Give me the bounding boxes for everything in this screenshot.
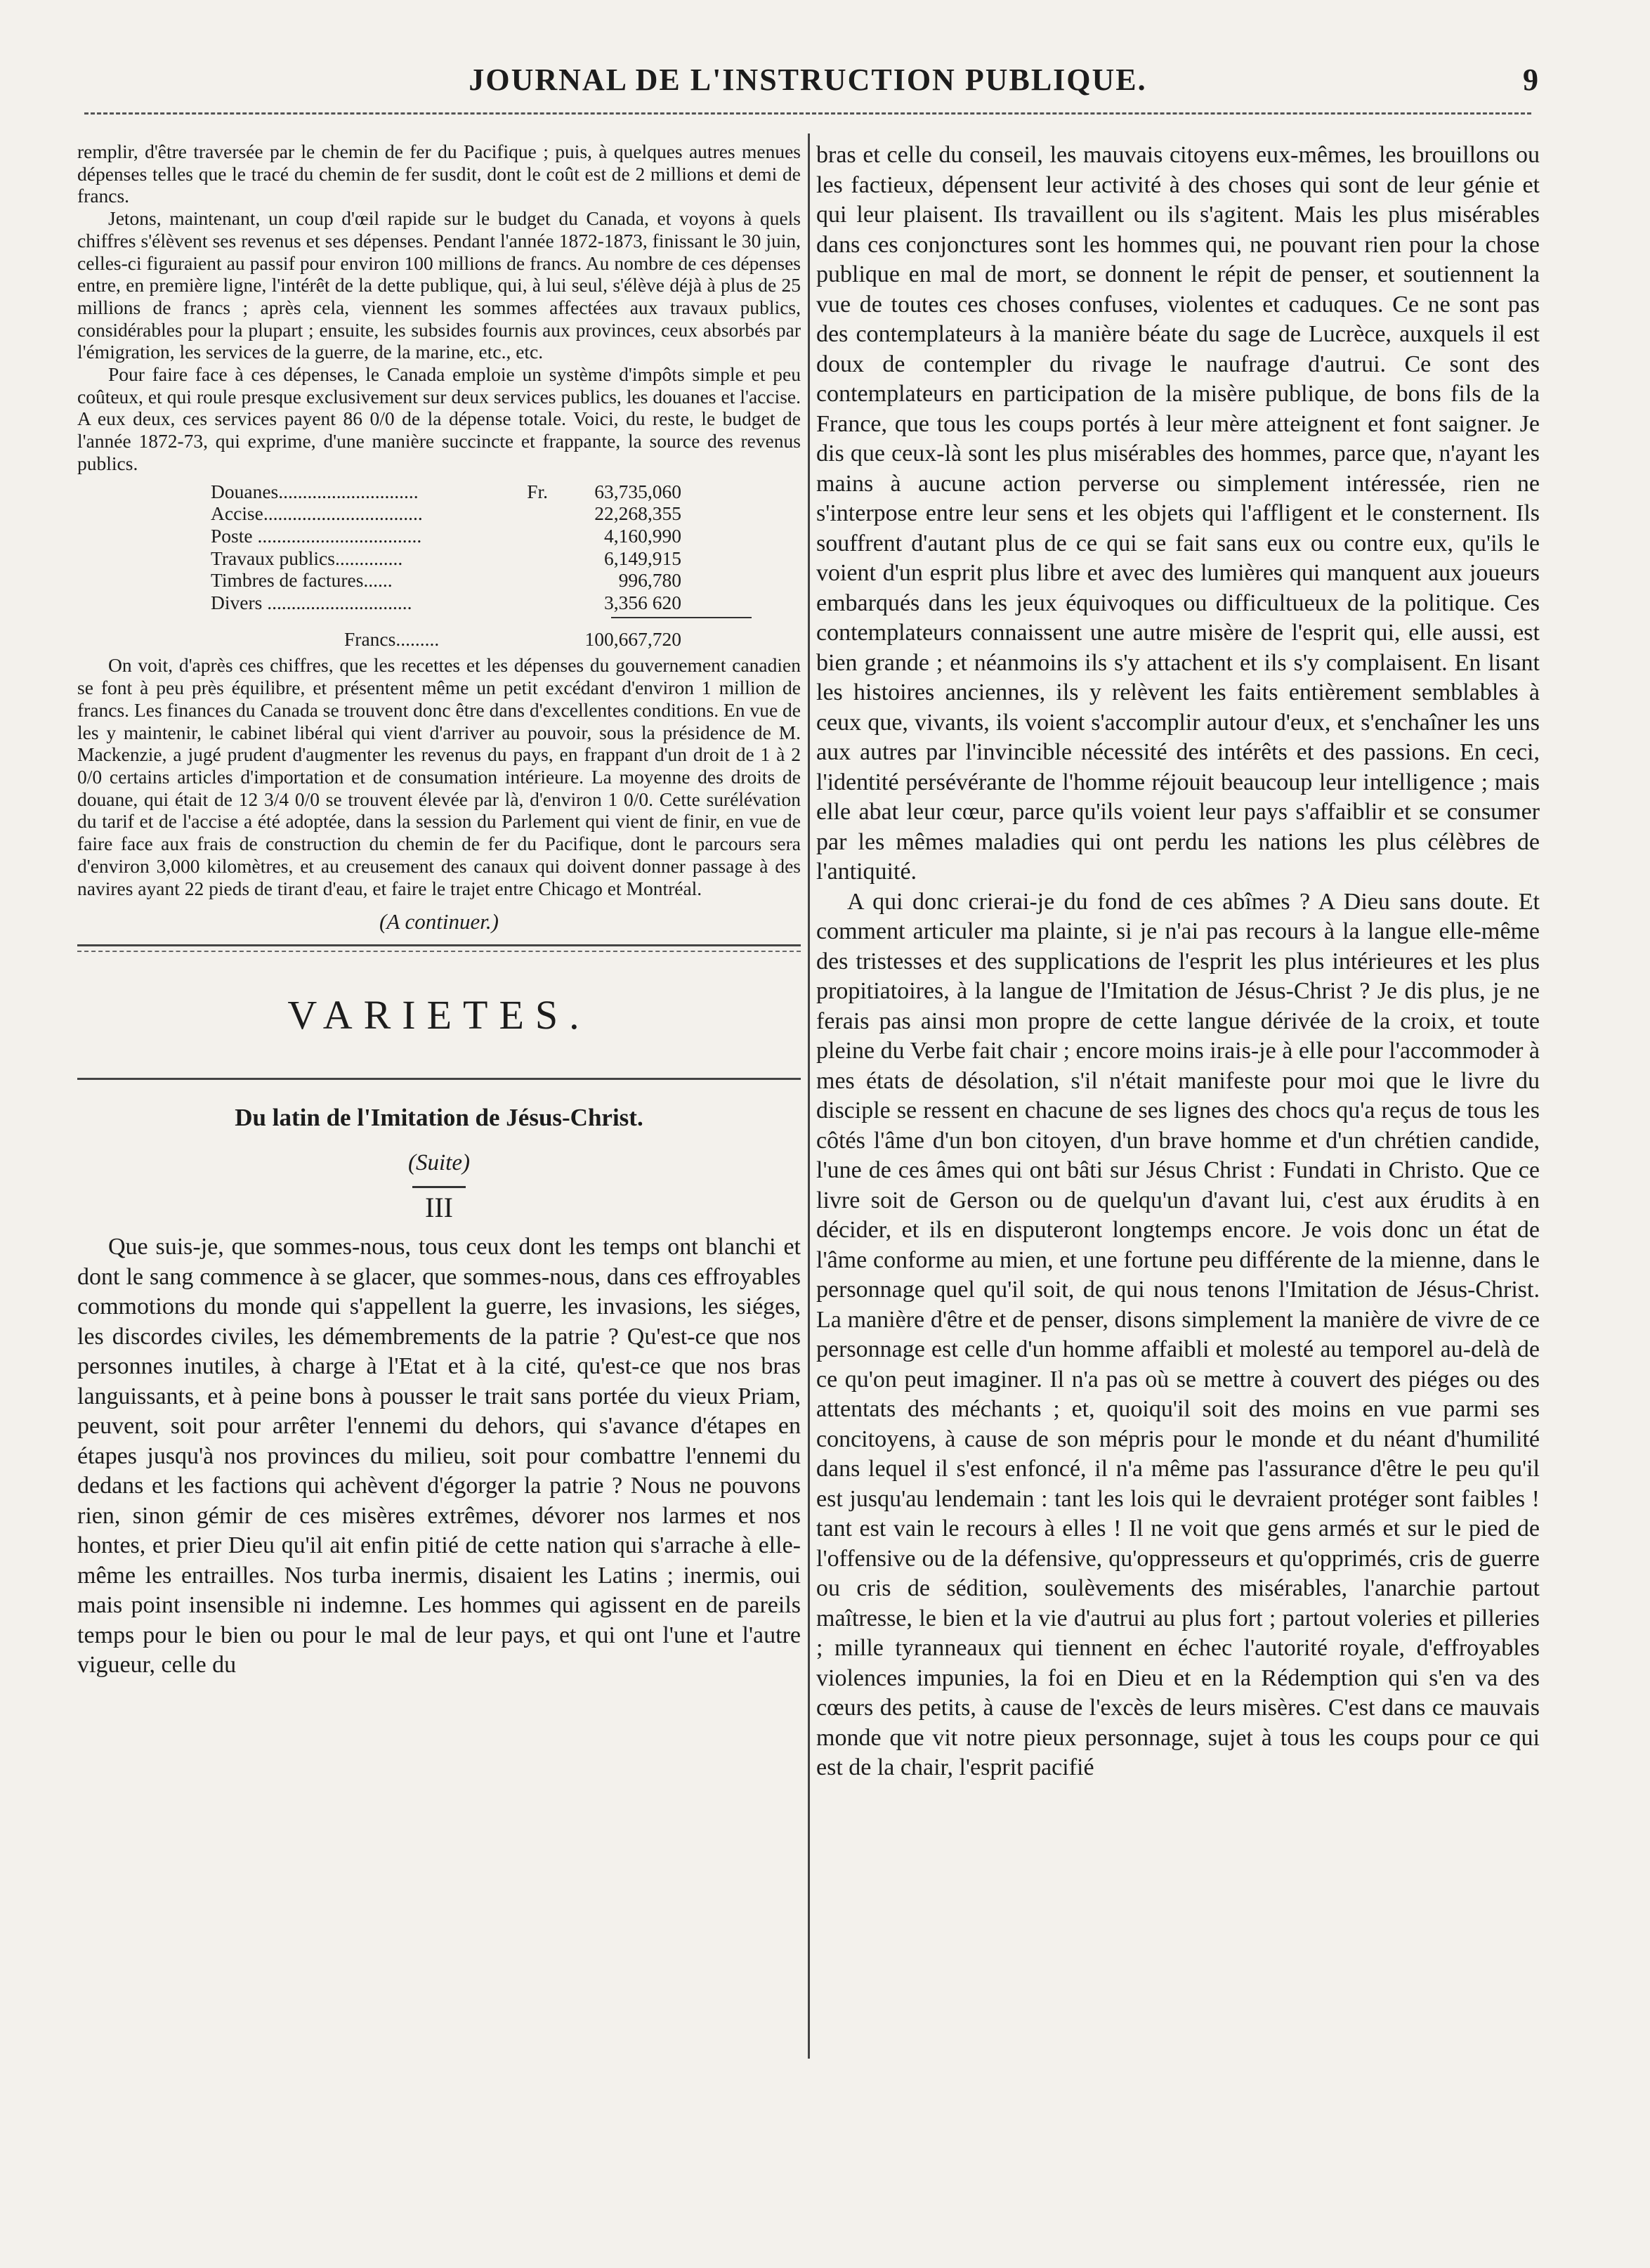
section-rule <box>77 944 801 946</box>
budget-row <box>77 481 801 503</box>
paragraph: Que suis-je, que sommes-nous, tous ceux dont les temps ont blanchi et dont le sang commence à se glacer, que sommes-nous, dans ces effroyables commotions du monde qui s'appellent la guerre, les invasions, les siéges, les discordes civiles, les démembrements de la patrie ? Qu'est-ce que nos personnes inutiles, à charge à l'Etat et à la cité, qu'est-ce que nos bras languissants, et à peine bons à pousser le trait sans portée du vieux Priam, peuvent, soit pour arrêter l'ennemi du dehors, qui s'avance d'étapes en étapes jusqu'à nos provinces du milieu, soit pour combattre l'ennemi du dedans et les factions qui achèvent d'égorger la patrie ? Nous ne pouvons rien, sinon gémir de ces misères extrêmes, dévorer nos larmes et nos hontes, et prier Dieu qu'il ait enfin pitié de cette nation qui s'arrache à elle-même les entrailles. Nos turba inermis, disaient les Latins ; inermis, oui mais point insensible ni indemne. Les hommes qui agissent en de pareils temps pour le bien ou pour le mal de leur pays, et qui ont l'une et l'autre vigueur, celle du <box>77 1234 801 1679</box>
sum-rule <box>611 617 752 618</box>
page-header <box>77 55 1538 104</box>
left-column <box>77 141 801 1681</box>
budget-label: Timbres de factures...... <box>211 569 393 592</box>
journal-title: JOURNAL DE L'INSTRUCTION PUBLIQUE. <box>469 63 1147 97</box>
budget-article <box>77 141 801 899</box>
budget-total-row <box>77 628 801 651</box>
section-rule <box>77 951 801 952</box>
budget-label: Travaux publics.............. <box>211 547 403 569</box>
paragraph: remplir, d'être traversée par le chemin de fer du Pacifique ; puis, à quelques autres menues dépenses telles que le tracé du chemin de fer susdit, dont le coût est de 2 millions et demi de francs. <box>77 141 801 207</box>
budget-amount: 22,268,355 <box>594 502 681 525</box>
paragraph: Pour faire face à ces dépenses, le Canada emploie un système d'impôts simple et peu coûteux, et qui roule presque exclusivement sur deux services publics, les douanes et l'accise. A eux deux, ces services payent 86 0/0 de la dépense totale. Voici, du reste, le budget de l'année 1872-73, qui exprime, d'une manière succincte et frappante, la source des revenus publics. <box>77 363 801 474</box>
paragraph: bras et celle du conseil, les mauvais citoyens eux-mêmes, les brouillons ou les factieux, dépensent leur activité à des choses qui sont de leur génie et qui leur plaisent. Ils travaillent ou ils s'agitent. Mais les plus misérables dans ces conjonctures sont les hommes qui, ne pouvant rien pour la chose publique en mal de mort, se donnent le répit de penser, et soutiennent la vue de toutes ces choses confuses, violentes et caduques. Ce ne sont pas des contemplateurs à la manière béate du sage de Lucrèce, auxquels il est doux de contempler du rivage le naufrage d'autrui. Ce sont des contemplateurs en participation de la misère publique, de bons fils de la France, que tous les coups portés à leur mère atteignent et font saigner. Je dis que ceux-là sont les plus misérables des hommes, parce que, n'ayant les mains à aucune action perverse ou simplement intéressée, rien ne s'interpose entre leur sens et les objets qui l'affligent et le consternent. Ils souffrent d'autant plus de ce qui se fait sans eux ou contre eux, qu'ils le voient d'un esprit plus libre et avec des lumières qui manquent aux joueurs embarqués dans les jeux équivoques ou difficultueux de la politique. Ces contemplateurs connaissent une autre misère de l'esprit qui, elle aussi, est bien grande ; et néanmoins ils s'y attachent et ils s'y complaisent. En lisant les histoires anciennes, ils y relèvent les faits entièrement semblables à ceux que, vivants, ils voient s'accomplir autour d'eux, et s'enchaîner les uns aux autres par l'invincible nécessité des intérêts et des passions. En ceci, l'identité persévérante de l'homme réjouit beaucoup leur intelligence ; mais elle abat leur cœur, parce qu'ils voient leur pays s'affaiblir et se consumer par les mêmes maladies qui ont perdu les nations les plus célèbres de l'antiquité. <box>816 142 1540 885</box>
chapter-number <box>77 1186 801 1224</box>
budget-row <box>77 569 801 592</box>
budget-amount: 6,149,915 <box>604 547 681 569</box>
budget-label: Divers .............................. <box>211 592 412 614</box>
budget-row <box>77 547 801 570</box>
paragraph: Jetons, maintenant, un coup d'œil rapide sur le budget du Canada, et voyons à quels chiffres s'élèvent ses revenus et ses dépenses. Pendant l'année 1872-1873, finissant le 30 juin, celles-ci figuraient au passif pour environ 100 millions de francs. Au nombre de ces dépenses entre, en première ligne, l'intérêt de la dette publique, qui, à lui seul, s'élève déjà à plus de 25 millions de francs ; après cela, viennent les sommes affectées aux travaux publics, considérables pour la plupart ; ensuite, les subsides fournis aux provinces, ceux absorbés par l'émigration, les services de la guerre, de la marine, etc., etc. <box>77 207 801 363</box>
header-rule <box>84 112 1531 115</box>
article-body-right <box>816 141 1540 1783</box>
budget-amount: 3,356 620 <box>604 592 681 614</box>
article-body-left <box>77 1232 801 1681</box>
budget-total-label: Francs......... <box>344 627 440 650</box>
budget-row <box>77 525 801 547</box>
budget-row <box>77 502 801 525</box>
chapter-number-text: III <box>412 1186 466 1224</box>
budget-amount: 4,160,990 <box>604 524 681 547</box>
to-be-continued: (A continuer.) <box>379 909 499 934</box>
page-number: 9 <box>1523 63 1538 97</box>
article-title: Du latin de l'Imitation de Jésus-Christ. <box>235 1104 643 1132</box>
budget-label: Accise................................. <box>211 502 423 525</box>
section-rule <box>77 1078 801 1080</box>
budget-total-amount: 100,667,720 <box>584 627 681 650</box>
budget-row <box>77 592 801 614</box>
currency-label: Fr. <box>527 480 548 502</box>
paragraph: On voit, d'après ces chiffres, que les recettes et les dépenses du gouvernement canadien se font à peu près équilibre, et présentent même un petit excédant d'environ 1 million de francs. Les finances du Canada se trouvent donc être dans d'excellentes conditions. En vue de les y maintenir, le cabinet libéral qui vient d'arriver au pouvoir, sous la présidence de M. Mackenzie, a jugé prudent d'augmenter les revenus du pays, en frappant d'un droit de 1 à 2 0/0 certains articles d'importation et de consumation intérieure. La moyenne des droits de douane, qui était de 12 3/4 0/0 se trouvent élevée par là, d'environ 1 0/0. Cette surélévation du tarif et de l'accise a été adoptée, dans la session du Parlement qui vient de finir, en vue de faire face aux frais de construction du chemin de fer du Pacifique, dont le parcours sera d'environ 3,000 kilomètres, et au creusement des canaux qui doivent donner passage à des navires ayant 22 pieds de tirant d'eau, et faire le trajet entre Chicago et Montréal. <box>77 654 801 899</box>
budget-amount: 996,780 <box>618 569 681 592</box>
article-subtitle: (Suite) <box>408 1150 470 1176</box>
column-divider <box>808 133 810 2059</box>
budget-amount: 63,735,060 <box>594 480 681 502</box>
budget-table <box>77 481 801 651</box>
budget-label: Poste .................................. <box>211 524 422 547</box>
paragraph: A qui donc crierai-je du fond de ces abîmes ? A Dieu sans doute. Et comment articuler ma plainte, si je n'ai pas recours à la langue elle-même des tristesses et des supplications de l'esprit les plus intérieures et les plus propitiatoires, à la langue de l'Imitation de Jésus-Christ ? Je dis plus, je ne ferais pas ainsi mon propre de cette langue dérivée de la croix, et toute pleine du Verbe fait chair ; encore moins irais-je à elle pour l'accommoder à mes états de désolation, s'il n'était manifeste pour moi que le livre du disciple se ressent en chacune de ses lignes des chocs qu'a reçus de tous les côtés l'âme d'un bon citoyen, d'un brave homme et d'un chrétien candide, l'une de ces âmes qui ont bâti sur Jésus Christ : Fundati in Christo. Que ce livre soit de Gerson ou de quelqu'un d'avant lui, c'est aux érudits à en décider, et ils en disputeront longtemps encore. Je vois donc un état de l'âme conforme au mien, et une fortune peu différente de la mienne, dans le personnage quel qu'il soit, de qui nous tenons l'Imitation de Jésus-Christ. La manière d'être et de penser, disons simplement la manière de vivre de ce personnage est celle d'un homme affaibli et molesté au temporel au-delà de ce qu'on peut imaginer. Il n'a pas où se mettre à couvert des piéges ou des attentats des méchants ; et, quoiqu'il soit des moins en vue parmi ses concitoyens, à cause de son mépris pour le monde et du néant d'humilité dans lequel il s'est enfoncé, il n'a même pas l'assurance d'être le peu qu'il est jusqu'au lendemain : tant les lois qui le devraient protéger sont faibles ! tant est vain le recours à elles ! Il ne voit que gens armés et sur le pied de l'offensive ou de la défensive, qu'oppresseurs et qu'opprimés, cris de guerre ou cris de sédition, soulèvements des misérables, l'anarchie partout maîtresse, le bien et la vie d'autrui au plus fort ; partout voleries et pilleries ; mille tyranneaux qui tiennent en échec l'autorité royale, d'effroyables violences impunies, la foi en Dieu et en la Rédemption qui s'en va des cœurs des petits, à cause de l'excès de leurs misères. C'est dans ce mauvais monde que vit notre pieux personnage, sujet à tous les coups pour ce qui est de la chair, l'esprit pacifié <box>816 888 1540 1780</box>
budget-label: Douanes............................. <box>211 480 419 502</box>
section-title: VARIETES. <box>287 992 591 1038</box>
right-column <box>816 141 1540 1783</box>
